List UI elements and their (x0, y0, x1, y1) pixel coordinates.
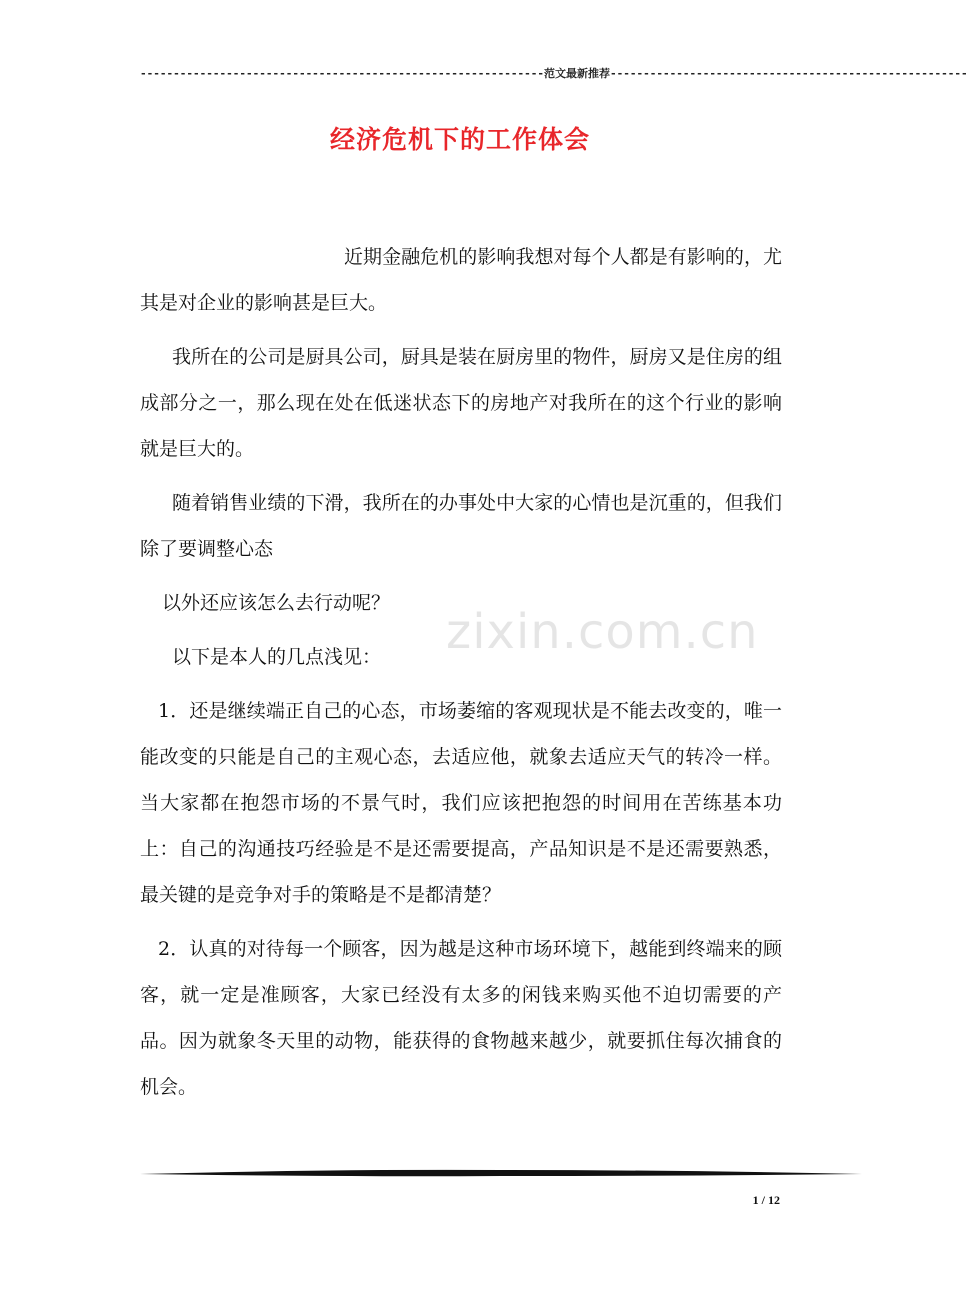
paragraph-7: 2．认真的对待每一个顾客，因为越是这种市场环境下，越能到终端来的顾客，就一定是准顾客，大家已经没有太多的闲钱来购买他不迫切需要的产品。因为就象冬天里的动物，能获得的食物越来越少，就要抓住每次捕食的机会。 (140, 938, 782, 1098)
document-body (140, 234, 782, 1118)
paragraph-3: 随着销售业绩的下滑，我所在的办事处中大家的心情也是沉重的，但我们除了要调整心态 (140, 492, 782, 560)
watermark-text: zixin.com.cn (446, 604, 759, 660)
paragraph-2: 我所在的公司是厨具公司，厨具是装在厨房里的物件，厨房又是住房的组成部分之一，那么现在处在低迷状态下的房地产对我所在的这个行业的影响就是巨大的。 (140, 346, 782, 460)
paragraph-5: 以下是本人的几点浅见： (172, 646, 382, 668)
page-title: 经济危机下的工作体会 (329, 125, 590, 154)
paragraph-6: 1．还是继续端正自己的心态，市场萎缩的客观现状是不能去改变的，唯一能改变的只能是自己的主观心态，去适应他，就象去适应天气的转冷一样。当大家都在抱怨市场的不景气时，我们应该把抱怨的时间用在苦练基本功上：自己的沟通技巧经验是不是还需要提高，产品知识是不是还需要熟悉，最关键的是竞争对手的策略是不是都清楚？ (140, 700, 782, 906)
page-number: 1 / 12 (752, 1193, 780, 1207)
paragraph-4: 以外还应该怎么去行动呢？ (162, 592, 391, 614)
footer-divider (140, 1168, 862, 1178)
paragraph-1: 近期金融危机的影响我想对每个人都是有影响的，尤其是对企业的影响甚是巨大。 (140, 246, 782, 314)
header-banner: -------------------------------------------------------------范文最新推荐------------------------------------------------------ (140, 67, 968, 80)
